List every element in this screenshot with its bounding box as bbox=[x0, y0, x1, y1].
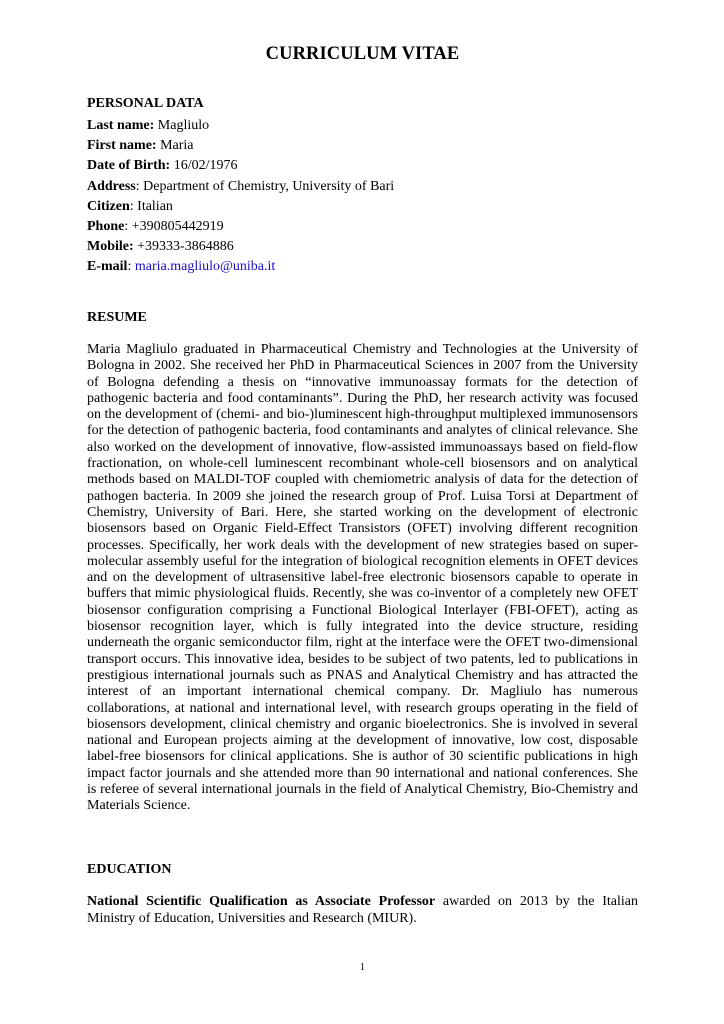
field-label: Last name: bbox=[87, 118, 155, 133]
field-value: Maria bbox=[156, 138, 194, 154]
personal-field-citizen bbox=[87, 197, 638, 217]
resume-heading: RESUME bbox=[87, 310, 147, 325]
personal-field-first-name bbox=[87, 136, 638, 156]
field-label: E-mail bbox=[87, 259, 128, 275]
personal-data-heading: PERSONAL DATA bbox=[87, 96, 204, 111]
field-value: Magliulo bbox=[154, 118, 210, 133]
email-link[interactable]: maria.magliulo@uniba.it bbox=[134, 259, 276, 275]
field-label: First name: bbox=[87, 138, 157, 154]
personal-data-list bbox=[87, 116, 638, 278]
field-value: +39333-3864886 bbox=[133, 239, 234, 255]
field-value: : +390805442919 bbox=[124, 218, 224, 234]
personal-field-email bbox=[87, 257, 638, 277]
personal-field-address bbox=[87, 177, 638, 197]
document-title: CURRICULUM VITAE bbox=[265, 44, 460, 64]
field-label: Date of Birth: bbox=[87, 158, 171, 174]
field-label: Address bbox=[87, 178, 136, 194]
field-label: Citizen bbox=[87, 198, 130, 214]
field-value: : Department of Chemistry, University of Bari bbox=[135, 178, 395, 194]
field-label: Mobile: bbox=[87, 239, 134, 255]
field-separator: : bbox=[127, 259, 135, 275]
personal-field-phone bbox=[87, 217, 638, 237]
personal-field-date-of-birth bbox=[87, 156, 638, 176]
resume-paragraph: Maria Magliulo graduated in Pharmaceutical Chemistry and Technologies at the University of Bologna in 2002. She received her PhD in Pharmaceutical Sciences in 2007 from the University of Bologna defending a thesis on “innovative immunoassay formats for the detection of pathogenic bacteria and food contaminants”. During the PhD, her research activity was focused on the development of (chemi- and bio-)luminescent high-throughput multiplexed immunosensors for the detection of pathogenic bacteria, food contaminants and analytes of clinical relevance. She also worked on the development of innovative, flow-assisted immunoassays based on field-flow fractionation, on whole-cell luminescent recombinant whole-cell biosensors and on analytical methods based on MALDI-TOF coupled with chemiometric analysis of data for the detection of pathogen bacteria. In 2009 she joined the research group of Prof. Luisa Torsi at Department of Chemistry, University of Bari. Here, she started working on the development of electronic biosensors based on Organic Field-Effect Transistors (OFET) involving different recognition processes. Specifically, her work deals with the development of new strategies based on super-molecular assembly useful for the integration of biological recognition elements in OFET devices and on the development of ultrasensitive label-free electronic biosensors capable to operate in buffers that mimic physiological fluids. Recently, she was co-inventor of a completely new OFET biosensor configuration comprising a Functional Biological Interlayer (FBI-OFET), acting as biosensor recognition layer, which is fully integrated into the device structure, residing underneath the organic semiconductor film, right at the interface were the OFET two-dimensional transport occurs. This innovative idea, besides to be subject of two patents, led to publications in prestigious international journals such as PNAS and Analytical Chemistry and has attracted the interest of an important international chemical company. Dr. Magliulo has numerous collaborations, at national and international level, with research groups operating in the field of biosensors development, clinical chemistry and organic bioelectronics. She is involved in several national and European projects aiming at the development of innovative, low cost, disposable label-free biosensors for clinical applications. She is author of 30 scientific publications in high impact factor journals and she attended more than 90 international and national conferences. She is referee of several international journals in the field of Analytical Chemistry, Bio-Chemistry and Materials Science. bbox=[87, 342, 638, 814]
education-heading: EDUCATION bbox=[87, 862, 172, 877]
education-entry-title: National Scientific Qualification as Associate Professor bbox=[87, 894, 436, 909]
field-label: Phone bbox=[87, 218, 125, 234]
field-value: 16/02/1976 bbox=[170, 158, 238, 174]
personal-field-mobile bbox=[87, 237, 638, 257]
field-value: : Italian bbox=[129, 198, 173, 214]
education-entry bbox=[87, 894, 638, 928]
page-number: 1 bbox=[360, 962, 365, 973]
personal-field-last-name bbox=[87, 116, 638, 136]
education-entry-text: awarded on 2013 by the Italian Ministry of Education, Universities and Research (MIUR). bbox=[87, 894, 638, 926]
